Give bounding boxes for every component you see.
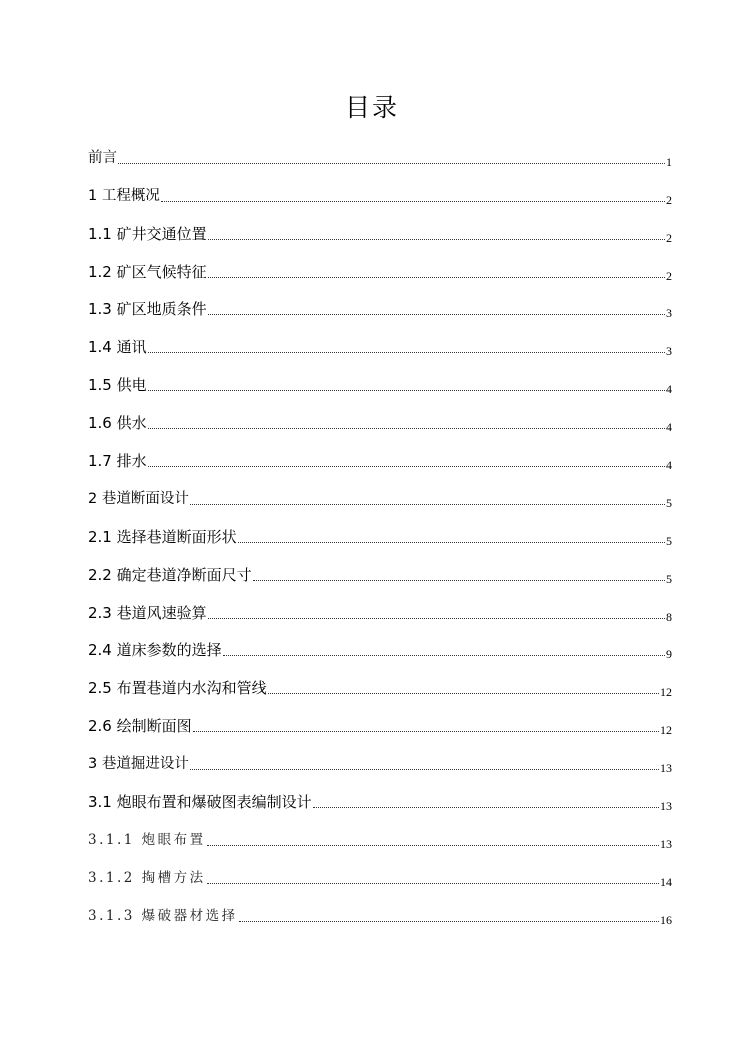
toc-entry-text: 1.6 供水 — [88, 414, 147, 433]
toc-entry[interactable] — [88, 323, 672, 361]
toc-entry-page: 14 — [660, 874, 672, 889]
toc-leader-dots — [207, 883, 659, 884]
toc-entry[interactable] — [88, 513, 672, 551]
toc-entry-page: 2 — [666, 192, 672, 207]
toc-entry-text: 1 工程概况 — [88, 187, 160, 204]
toc-entry-page: 4 — [666, 420, 672, 435]
toc-leader-dots — [208, 239, 665, 240]
toc-title: 目录 — [344, 93, 399, 122]
toc-entry-text: 2.1 选择巷道断面形状 — [88, 527, 237, 546]
toc-entry[interactable] — [88, 589, 672, 627]
toc-leader-dots — [208, 618, 665, 619]
toc-entry[interactable] — [88, 740, 672, 778]
toc-leader-dots — [223, 655, 665, 656]
toc-leader-dots — [313, 807, 659, 808]
toc-entry[interactable] — [88, 892, 672, 930]
toc-entry-text: 3.1.2 掏槽方法 — [88, 869, 206, 886]
toc-entry-page: 2 — [666, 268, 672, 283]
toc-entry[interactable] — [88, 627, 672, 665]
toc-entry[interactable] — [88, 702, 672, 740]
toc-entry[interactable] — [88, 778, 672, 816]
toc-entry-page: 2 — [666, 230, 672, 245]
toc-entry[interactable] — [88, 437, 672, 475]
toc-entry-page: 3 — [666, 344, 672, 359]
toc-entry-page: 5 — [666, 495, 672, 510]
toc-entry-page: 16 — [660, 912, 672, 927]
toc-list — [88, 134, 672, 930]
toc-leader-dots — [161, 201, 665, 202]
toc-entry-page: 5 — [666, 533, 672, 548]
toc-entry[interactable] — [88, 172, 672, 210]
toc-entry-page: 9 — [666, 647, 672, 662]
toc-entry-text: 1.1 矿井交通位置 — [88, 224, 207, 243]
toc-entry-text: 2.6 绘制断面图 — [88, 717, 192, 736]
toc-entry-text: 2.2 确定巷道净断面尺寸 — [88, 565, 252, 584]
toc-leader-dots — [239, 921, 659, 922]
toc-entry-text: 3 巷道掘进设计 — [88, 756, 189, 773]
toc-entry-text: 1.4 通讯 — [88, 338, 147, 357]
toc-entry[interactable] — [88, 361, 672, 399]
toc-leader-dots — [148, 428, 665, 429]
toc-leader-dots — [148, 352, 665, 353]
toc-leader-dots — [207, 845, 659, 846]
toc-entry-text: 1.3 矿区地质条件 — [88, 300, 207, 319]
toc-entry-text: 前言 — [88, 149, 117, 166]
toc-entry-page: 13 — [660, 761, 672, 776]
toc-entry[interactable] — [88, 475, 672, 513]
toc-leader-dots — [208, 314, 665, 315]
toc-entry-text: 1.7 排水 — [88, 452, 147, 471]
toc-leader-dots — [148, 466, 665, 467]
toc-entry-text: 1.5 供电 — [88, 376, 147, 395]
toc-leader-dots — [190, 769, 659, 770]
toc-entry-text: 2.4 道床参数的选择 — [88, 641, 222, 660]
toc-entry[interactable] — [88, 134, 672, 172]
toc-entry-text: 3.1 炮眼布置和爆破图表编制设计 — [88, 793, 312, 812]
toc-entry[interactable] — [88, 286, 672, 324]
toc-entry[interactable] — [88, 816, 672, 854]
toc-leader-dots — [268, 693, 659, 694]
toc-leader-dots — [238, 542, 665, 543]
toc-entry-page: 13 — [660, 836, 672, 851]
toc-leader-dots — [193, 731, 659, 732]
toc-entry-text: 3.1.3 爆破器材选择 — [88, 907, 238, 924]
toc-entry[interactable] — [88, 399, 672, 437]
toc-entry-page: 1 — [666, 154, 672, 169]
toc-entry[interactable] — [88, 854, 672, 892]
toc-entry-text: 2 巷道断面设计 — [88, 490, 189, 507]
toc-leader-dots — [148, 390, 665, 391]
toc-entry-text: 3.1.1 炮眼布置 — [88, 831, 206, 848]
toc-entry-page: 8 — [666, 609, 672, 624]
toc-leader-dots — [253, 580, 665, 581]
toc-entry-page: 13 — [660, 799, 672, 814]
toc-entry-page: 12 — [660, 685, 672, 700]
toc-entry[interactable] — [88, 248, 672, 286]
toc-leader-dots — [118, 163, 665, 164]
toc-entry-page: 5 — [666, 571, 672, 586]
toc-entry-page: 4 — [666, 382, 672, 397]
toc-entry[interactable] — [88, 664, 672, 702]
toc-entry[interactable] — [88, 551, 672, 589]
toc-leader-dots — [190, 504, 665, 505]
toc-entry-text: 1.2 矿区气候特征 — [88, 262, 207, 281]
toc-leader-dots — [208, 277, 665, 278]
toc-entry[interactable] — [88, 210, 672, 248]
toc-entry-text: 2.5 布置巷道内水沟和管线 — [88, 679, 267, 698]
toc-entry-text: 2.3 巷道风速验算 — [88, 603, 207, 622]
toc-entry-page: 12 — [660, 723, 672, 738]
toc-entry-page: 3 — [666, 306, 672, 321]
toc-entry-page: 4 — [666, 458, 672, 473]
